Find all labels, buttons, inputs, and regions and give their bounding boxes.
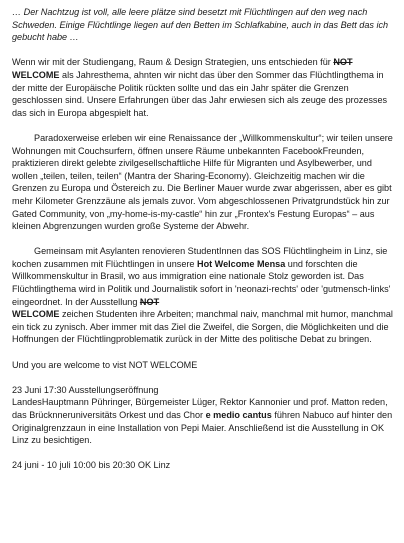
- spacer: [12, 44, 394, 57]
- opening-title: 23 Juni 17:30 Ausstellungseröffnung: [12, 384, 159, 395]
- spacer: [12, 346, 394, 359]
- paragraph-projects-text-end: zeichen Studenten ihre Arbeiten; manchmal naiv, manchmal mit humor, manchmal ein tick zu zynisch. Aber immer mit das Ziel die Zweifel, die Sorgen, die Möglichkeiten und die Hoffnungen der Flüchtlingproblematik zurück in der Mitte des politische Debat zu bringen.: [12, 309, 393, 345]
- spacer: [12, 371, 394, 384]
- paragraph-theme-text-end: als Jahresthema, ahnten wir nicht das über den Sommer das Flüchtlingthema in der mitte der Europäische Politik rückten sollte und das ein Jahr später die Grenzen geschlossen sind. Unsere Erfahrungen über das Jahr erwiesen sich als zeuge des prozesses das sich in Europa abgespielt hat.: [12, 69, 388, 118]
- paragraph-willkommenskultur: Paradoxerweise erleben wir eine Renaissance der „Willkommenskultur“; wir teilen unsere Wohnungen mit Couchsurfern, öffnen unsere Räume unbekannten FacebookFreunden, praktizieren direkt gelebte zivilgesellschaftliche Hilfe für Migranten und Asylbewerber, und wollen „teilen, teilen, teilen“ (Mantra der Sharing-Economy). Gleichzeitig machen wir die Grenzen zu Europa und Östereich zu. Die Berliner Mauer wurde zwar abgerissen, aber es gibt mehr Kilometer Grenzzäune als jemals zuvor. Vom abgeschlossenen Privatgrundstück hin zur Gated Community, von „my-home-is-my-castle“ hin zur „Frontex's Festung Europas“ – aus kleinen Abgrenzungen wurden große Systeme der Abwehr.: [12, 132, 393, 232]
- opening-text-start: LandesHauptmann Pühringer, Bürgemeister Lüger, Rektor Kannonier und prof. Matton reden, das Brücknneruniversitäts Orkest und das Chor: [12, 397, 388, 420]
- spacer: [12, 233, 394, 246]
- opening-text-end: führen Nabuco auf hinter den Originalgrenzzaun in eine Installation von Pepi Maier. Anschließend ist die Ausstellung in OK Linz zu besichtigen.: [12, 410, 393, 446]
- exhibition-dates: 24 juni - 10 juli 10:00 bis 20:30 OK Linz: [12, 460, 171, 471]
- intro-quote: … Der Nachtzug ist voll, alle leere plätze sind besetzt mit Flüchtlingen auf den weg nach Schweden. Einige Flüchtlinge liegen auf den Betten im Schlafkabine, auch in das Bett das ich gebucht habe …: [12, 7, 389, 43]
- paragraph-projects-text-middle: und forschten die Willkommenskultur in Brasil, wo aus immigration eine nationale Stolz geworden ist. Das Flüchtlingthema wird in Politik und Journalistik sofort in 'neonazi-rechts' oder 'gutmensch-links' eingeordnet. In der Ausstellung: [12, 258, 391, 307]
- opening-description: [12, 396, 394, 446]
- strike-not: NOT: [139, 296, 160, 307]
- spacer: [12, 447, 394, 460]
- paragraph-theme: [12, 56, 394, 119]
- welcome-bold: WELCOME: [12, 309, 60, 320]
- paragraph-theme-text-start: Wenn wir mit der Studiengang, Raum & Design Strategien, uns entschieden für: [12, 57, 334, 68]
- strike-not: NOT: [333, 57, 353, 68]
- spacer: [12, 119, 394, 132]
- choir-name: e medio cantus: [205, 410, 272, 420]
- paragraph-projects: [12, 245, 394, 346]
- paragraph-projects-text-start: Gemeinsam mit Asylanten renovieren StudentInnen das SOS Flüchtlingheim in Linz, sie kochen zusammen mit Flüchtlingen in unsere: [12, 246, 388, 269]
- welcome-bold: WELCOME: [12, 69, 60, 80]
- invitation-line: Und you are welcome to vist NOT WELCOME: [12, 359, 198, 370]
- hot-welcome-mensa: Hot Welcome Mensa: [197, 258, 286, 269]
